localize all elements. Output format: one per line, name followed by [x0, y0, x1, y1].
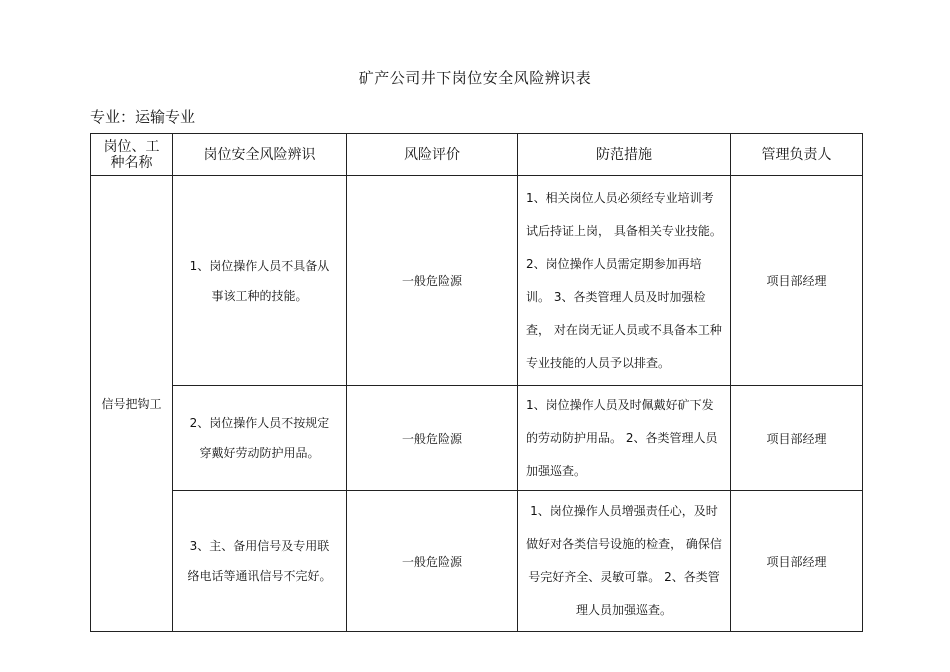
document-title: 矿产公司井下岗位安全风险辨识表	[358, 69, 592, 87]
table-row	[91, 491, 863, 632]
rating-cell: 一般危险源	[347, 386, 518, 491]
risk-table	[90, 133, 863, 632]
specialty-label: 专业：运输专业	[90, 108, 196, 126]
hazard-cell: 2、岗位操作人员不按规定穿戴好劳动防护用品。	[173, 386, 347, 491]
table-row	[91, 176, 863, 386]
measures-cell: 1、岗位操作人员及时佩戴好矿下发的劳动防护用品。 2、各类管理人员加强巡查。	[518, 386, 731, 491]
header-hazard: 岗位安全风险辨识	[173, 134, 347, 176]
header-manager: 管理负责人	[731, 134, 863, 176]
measures-cell: 1、相关岗位人员必须经专业培训考试后持证上岗， 具备相关专业技能。 2、岗位操作人员需定期参加再培训。 3、各类管理人员及时加强检查， 对在岗无证人员或不具备本工种专业技能的人员予以排查。	[518, 176, 731, 386]
hazard-cell: 3、主、备用信号及专用联络电话等通讯信号不完好。	[173, 491, 347, 632]
measures-cell: 1、岗位操作人员增强责任心，及时做好对各类信号设施的检查， 确保信号完好齐全、灵敏可靠。 2、各类管理人员加强巡查。	[518, 491, 731, 632]
header-rating: 风险评价	[347, 134, 518, 176]
header-measures: 防范措施	[518, 134, 731, 176]
header-position: 岗位、工种名称	[91, 134, 173, 176]
manager-cell: 项目部经理	[731, 386, 863, 491]
table-row	[91, 386, 863, 491]
manager-cell: 项目部经理	[731, 491, 863, 632]
table-header-row	[91, 134, 863, 176]
hazard-cell: 1、岗位操作人员不具备从事该工种的技能。	[173, 176, 347, 386]
position-cell: 信号把钩工	[91, 176, 173, 632]
rating-cell: 一般危险源	[347, 176, 518, 386]
manager-cell: 项目部经理	[731, 176, 863, 386]
rating-cell: 一般危险源	[347, 491, 518, 632]
